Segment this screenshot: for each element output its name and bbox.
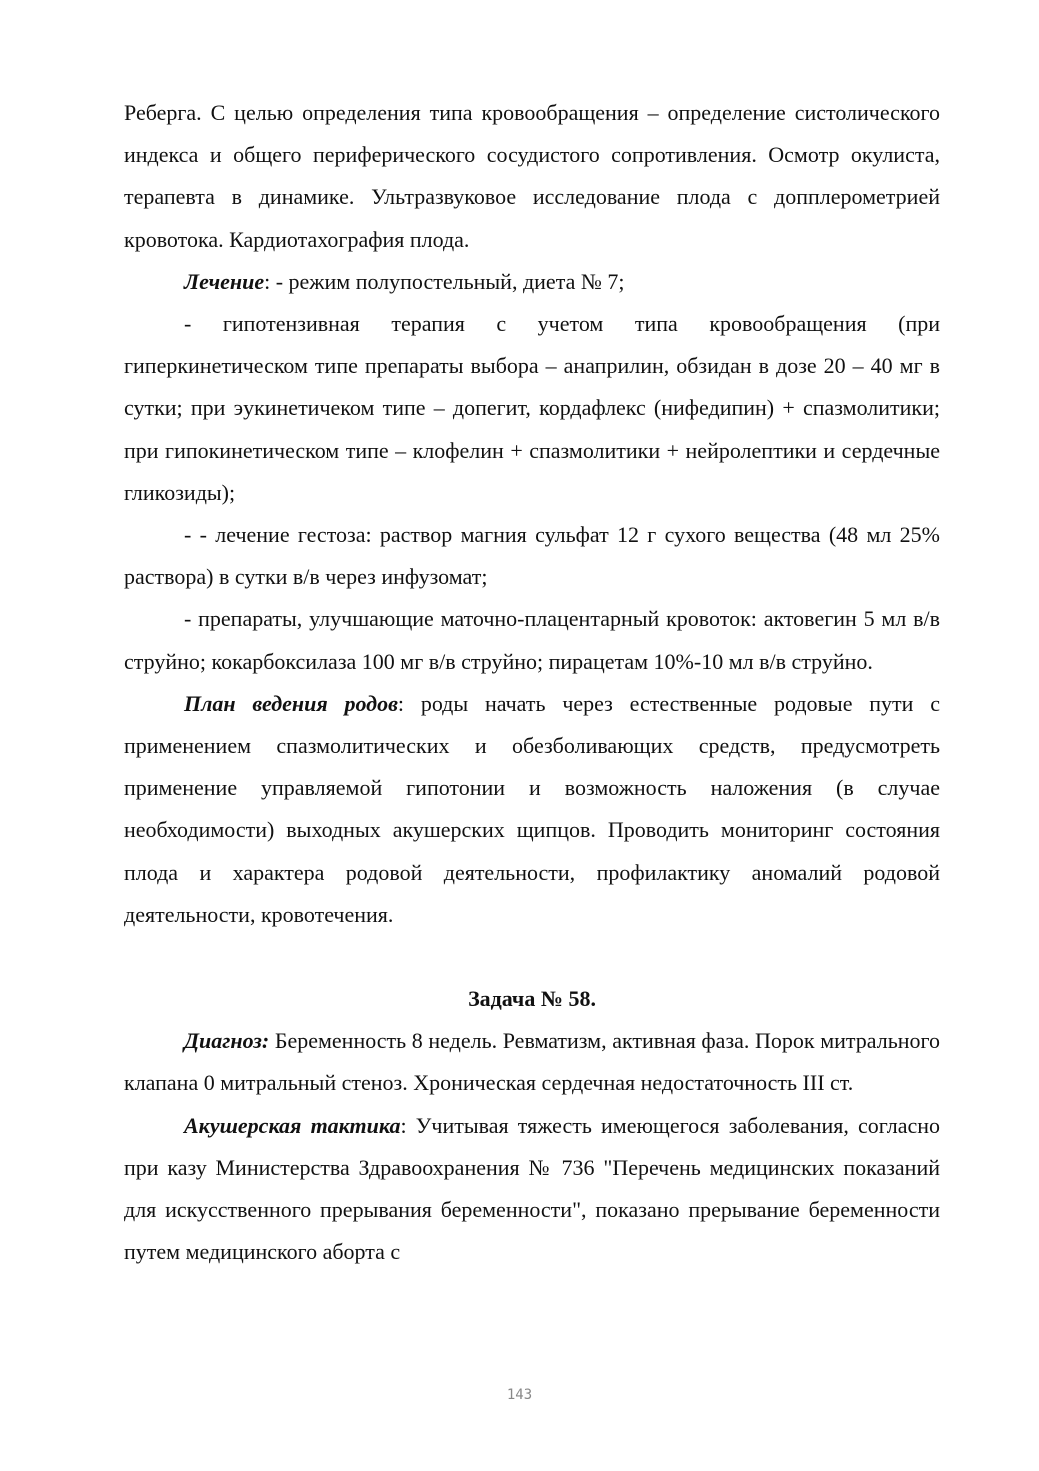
delivery-plan-label: План ведения родов xyxy=(184,690,398,716)
body-text xyxy=(124,92,940,1273)
paragraph-blood-flow: - препараты, улучшающие маточно-плацентарный кровоток: актовегин 5 мл в/в струйно; кокарбоксилаза 100 мг в/в струйно; пирацетам 10%-10 мл в/в струйно. xyxy=(124,606,940,674)
paragraph-examination: Реберга. С целью определения типа кровообращения – определение систолического индекса и общего периферического сосудистого сопротивления. Осмотр окулиста, терапевта в динамике. Ультразвуковое исследование плода с допплерометрией кровотока. Кардиотахография плода. xyxy=(124,100,940,252)
diagnosis-label: Диагноз: xyxy=(184,1028,270,1054)
obstetric-tactics-text: : Учитывая тяжесть имеющегося заболевания, согласно при казу Министерства Здравоохранения № 736 "Перечень медицинских показаний для искусственного прерывания беременности", показано прерывание беременности путем медицинского аборта с xyxy=(124,1112,940,1265)
treatment-label: Лечение xyxy=(184,268,265,294)
page-number: 143 xyxy=(506,1387,533,1403)
diagnosis-text: Беременность 8 недель. Ревматизм, активная фаза. Порок митрального клапана 0 митральный стеноз. Хроническая сердечная недостаточность III ст. xyxy=(124,1028,940,1096)
delivery-plan-text: : роды начать через естественные родовые пути с применением спазмолитических и обезболивающих средств, предусмотреть применение управляемой гипотонии и возможность наложения (в случае необходимости) выходных акушерских щипцов. Проводить мониторинг состояния плода и характера родовой деятельности, профилактику аномалий родовой деятельности, кровотечения. xyxy=(124,690,940,927)
paragraph-antihypertensive: - гипотензивная терапия с учетом типа кровообращения (при гиперкинетическом типе препараты выбора – анаприлин, обзидан в дозе 20 – 40 мг в сутки; при эукинетичеком типе – допегит, кордафлекс (нифедипин) + спазмолитики; при гипокинетическом типе – клофелин + спазмолитики + нейролептики и сердечные гликозиды); xyxy=(124,311,940,505)
task-heading: Задача № 58. xyxy=(468,986,596,1012)
treatment-text: : - режим полупостельный, диета № 7; xyxy=(264,268,625,294)
section-gap xyxy=(124,936,940,978)
paragraph-gestosis: - - лечение гестоза: раствор магния сульфат 12 г сухого вещества (48 мл 25% раствора) в сутки в/в через инфузомат; xyxy=(124,522,940,590)
obstetric-tactics-label: Акушерская тактика xyxy=(184,1112,401,1138)
paragraph-delivery-plan xyxy=(124,683,940,936)
paragraph-diagnosis xyxy=(124,1020,940,1104)
paragraph-treatment xyxy=(124,261,940,303)
paragraph-obstetric-tactics xyxy=(124,1105,940,1274)
